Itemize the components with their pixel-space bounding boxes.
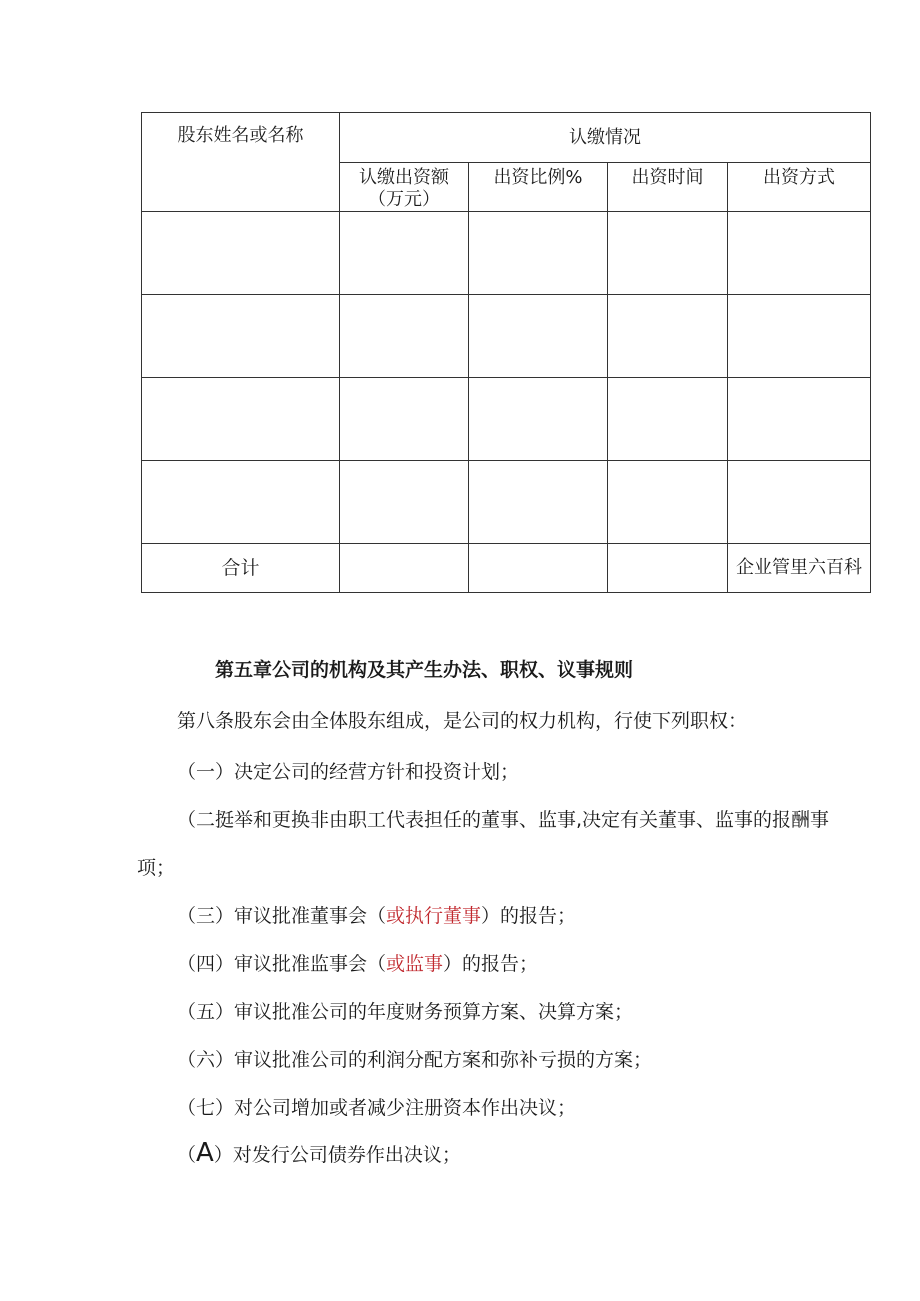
table-cell [340, 461, 469, 544]
list-item-8 [177, 1138, 461, 1168]
table-cell [728, 378, 871, 461]
table-cell [340, 295, 469, 378]
list-item-4-suffix: ）的报告； [443, 953, 539, 975]
table-cell [608, 461, 728, 544]
list-item-4-highlight: 或监事 [386, 953, 444, 975]
table-row [142, 295, 871, 378]
total-label: 合计 [142, 544, 340, 593]
list-item-7: （七）对公司增加或者减少注册资本作出决议； [177, 1097, 577, 1119]
header-shareholder-name: 股东姓名或名称 [142, 113, 340, 212]
list-item-3-highlight: 或执行董事 [386, 905, 482, 927]
table-cell [469, 461, 608, 544]
total-method-watermark: 企业管里六百科 [728, 544, 871, 593]
table-cell [728, 295, 871, 378]
table-total-row [142, 544, 871, 593]
header-subscribed-amount [340, 163, 469, 212]
header-subscribed-amount-line2: （万元） [368, 189, 440, 210]
table-cell [608, 295, 728, 378]
table-cell [142, 212, 340, 295]
list-item-3 [177, 901, 576, 928]
header-subscribed-amount-line1: 认缴出资额 [359, 167, 449, 188]
table-cell [340, 212, 469, 295]
table-cell [608, 544, 728, 593]
header-contribution-ratio: 出资比例% [469, 163, 608, 212]
header-contribution-time: 出资时间 [608, 163, 728, 212]
list-item-1: （一）决定公司的经营方针和投资计划； [177, 761, 520, 783]
list-item-2-continued: 项； [137, 857, 176, 879]
table-cell [142, 378, 340, 461]
table-cell [469, 378, 608, 461]
table-cell [340, 544, 469, 593]
article-8: 第八条股东会由全体股东组成，是公司的权力机构，行使下列职权： [177, 710, 748, 732]
table-row [142, 212, 871, 295]
header-subscription-status: 认缴情况 [340, 113, 871, 163]
list-item-8-letter: A [196, 1138, 214, 1168]
table-cell [608, 378, 728, 461]
list-item-2: （二挺举和更换非由职工代表担任的董事、监事,决定有关董事、监事的报酬事 [177, 809, 830, 831]
table-cell [608, 212, 728, 295]
table-row [142, 378, 871, 461]
table-cell [469, 212, 608, 295]
list-item-4-prefix: （四）审议批准监事会（ [177, 953, 387, 975]
chapter-title: 第五章公司的机构及其产生办法、职权、议事规则 [215, 659, 634, 681]
list-item-4 [177, 949, 538, 976]
list-item-3-suffix: ）的报告； [481, 905, 577, 927]
table-cell [469, 544, 608, 593]
table-cell [142, 295, 340, 378]
table-cell [728, 461, 871, 544]
list-item-8-rest: ）对发行公司债券作出决议； [213, 1144, 461, 1166]
capital-contribution-table [141, 112, 871, 593]
table-cell [142, 461, 340, 544]
list-item-5: （五）审议批准公司的年度财务预算方案、决算方案； [177, 1001, 634, 1023]
table-row [142, 461, 871, 544]
list-item-3-prefix: （三）审议批准董事会（ [177, 905, 387, 927]
table-cell [340, 378, 469, 461]
list-item-6: （六）审议批准公司的利润分配方案和弥补亏损的方案； [177, 1049, 653, 1071]
list-item-8-open: （ [177, 1144, 197, 1166]
table-cell [728, 212, 871, 295]
table-cell [469, 295, 608, 378]
header-contribution-method: 出资方式 [728, 163, 871, 212]
